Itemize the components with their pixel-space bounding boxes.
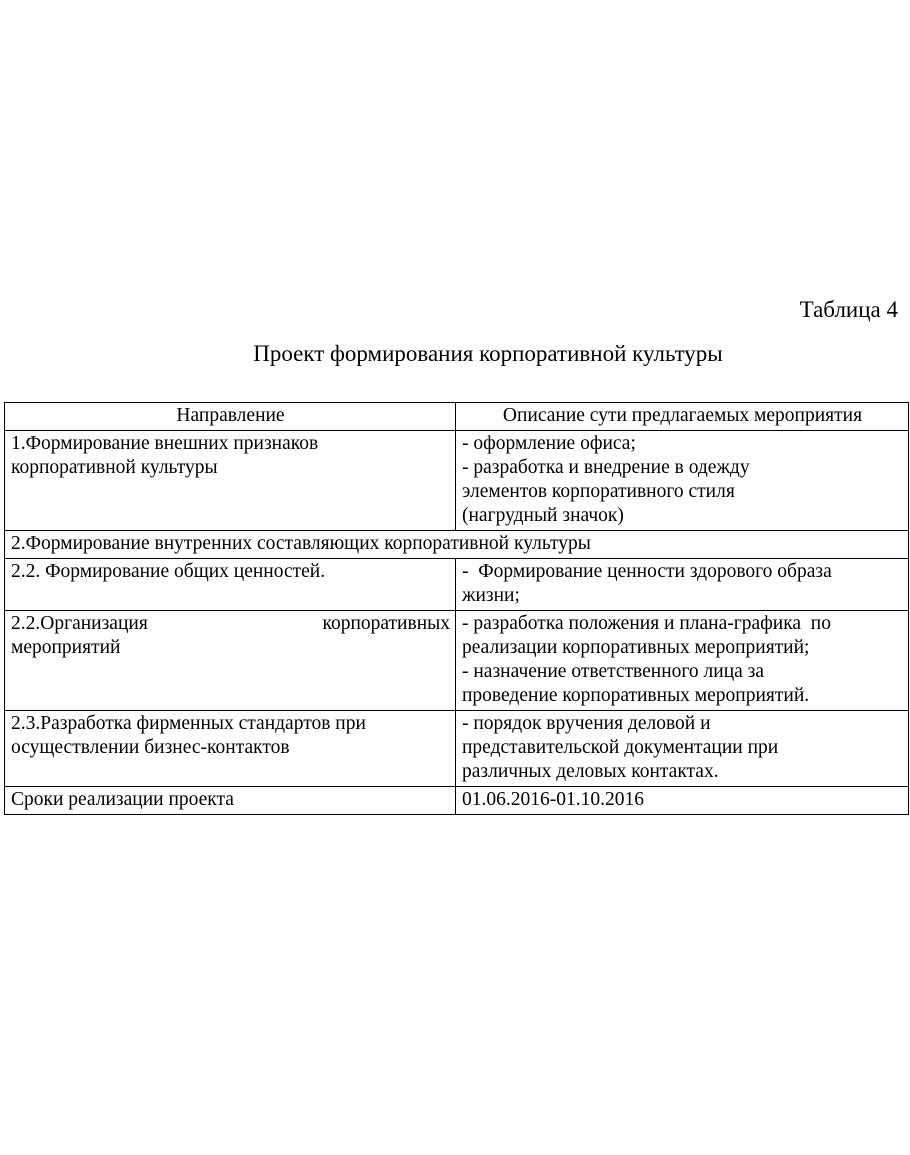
cell-line: мероприятий: [11, 637, 121, 658]
cell-line: 2.3.Разработка фирменных стандартов при: [11, 713, 366, 734]
cell-line: жизни;: [462, 585, 520, 606]
cell-line: представительской документации при: [462, 737, 779, 758]
description-cell: [456, 787, 909, 815]
direction-cell: [5, 711, 456, 787]
cell-line: различных деловых контактах.: [462, 761, 719, 782]
cell-line: реализации корпоративных мероприятий;: [462, 637, 810, 658]
cell-line: осуществлении бизнес-контактов: [11, 737, 290, 758]
table-row: [5, 431, 909, 531]
cell-line: Сроки реализации проекта: [11, 789, 234, 810]
table-row: [5, 559, 909, 611]
cell-line: - назначение ответственного лица за: [462, 661, 765, 682]
cell-line: (нагрудный значок): [462, 505, 624, 526]
description-cell: [456, 611, 909, 711]
table-header-row: [5, 403, 909, 431]
direction-part: 2.2.Организация: [11, 613, 148, 634]
cell-line: 1.Формирование внешних признаков: [11, 433, 319, 454]
table-row: [5, 611, 909, 711]
cell-line: - порядок вручения деловой и: [462, 713, 711, 734]
cell-line: корпоративной культуры: [11, 457, 218, 478]
cell-line: элементов корпоративного стиля: [462, 481, 735, 502]
document-title: Проект формирования корпоративной культуры: [253, 341, 723, 366]
cell-line: 2.2. Формирование общих ценностей.: [11, 561, 326, 582]
cell-line: - разработка и внедрение в одежду: [462, 457, 750, 478]
description-cell: [456, 559, 909, 611]
section-row: [5, 531, 909, 559]
cell-line: - Формирование ценности здорового образа: [462, 561, 832, 582]
header-description: Описание сути предлагаемых мероприятия: [456, 403, 909, 431]
project-table: [4, 402, 909, 815]
direction-cell: [5, 611, 456, 711]
cell-line: - оформление офиса;: [462, 433, 636, 454]
section-cell: 2.Формирование внутренних составляющих корпоративной культуры: [5, 531, 909, 559]
direction-part: корпоративных: [322, 613, 450, 634]
direction-cell: [5, 559, 456, 611]
table-row: [5, 787, 909, 815]
direction-cell: [5, 787, 456, 815]
description-cell: [456, 711, 909, 787]
table-row: [5, 711, 909, 787]
cell-line-justified: [11, 612, 450, 636]
table-label: Таблица 4: [799, 297, 898, 322]
cell-line: проведение корпоративных мероприятий.: [462, 685, 810, 706]
cell-line: - разработка положения и плана-графика по: [462, 613, 831, 634]
header-direction: Направление: [5, 403, 456, 431]
description-cell: [456, 431, 909, 531]
direction-cell: [5, 431, 456, 531]
cell-line: 01.06.2016-01.10.2016: [462, 789, 644, 810]
